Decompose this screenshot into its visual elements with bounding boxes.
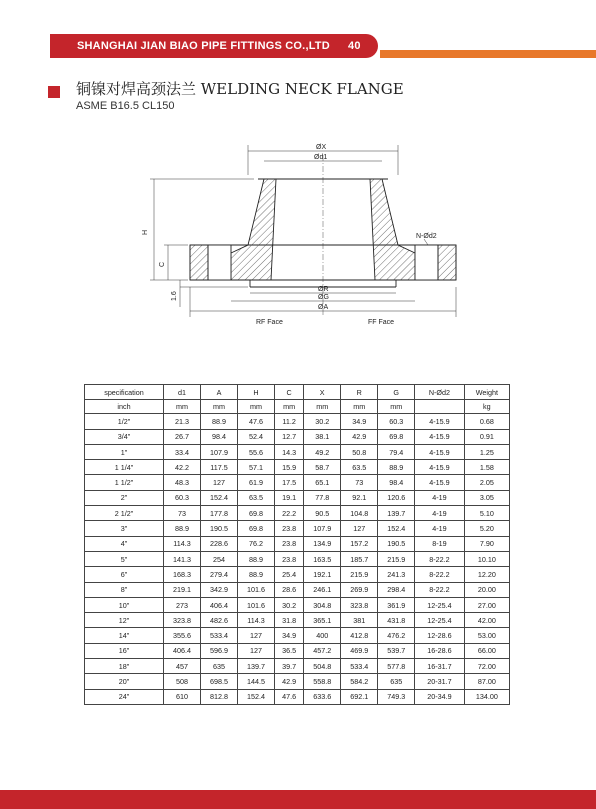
table-cell: 25.4 <box>275 567 304 582</box>
table-cell: 18" <box>85 659 164 674</box>
table-cell: 42.9 <box>275 674 304 689</box>
table-cell: 304.8 <box>304 597 341 612</box>
table-cell: 30.2 <box>304 414 341 429</box>
table-cell: 20.00 <box>464 582 509 597</box>
table-cell: 12" <box>85 613 164 628</box>
table-cell: 457.2 <box>304 643 341 658</box>
table-cell: 298.4 <box>378 582 415 597</box>
table-cell: 23.8 <box>275 536 304 551</box>
table-cell: 127 <box>238 643 275 658</box>
table-cell: 114.3 <box>238 613 275 628</box>
table-cell: 66.00 <box>464 643 509 658</box>
table-cell: 12.20 <box>464 567 509 582</box>
label-ff-face: FF Face <box>368 319 395 326</box>
left-bolt-hole <box>208 245 231 280</box>
table-row <box>85 475 510 490</box>
table-cell: 241.3 <box>378 567 415 582</box>
table-cell: 8-22.2 <box>415 582 464 597</box>
table-cell: 749.3 <box>378 689 415 704</box>
table-header-row <box>85 385 510 400</box>
table-cell: 469.9 <box>341 643 378 658</box>
table-cell: 11.2 <box>275 414 304 429</box>
label-nd2: N-Ød2 <box>416 233 437 240</box>
table-cell: 365.1 <box>304 613 341 628</box>
table-cell: 4-19 <box>415 490 464 505</box>
table-cell: 1.25 <box>464 444 509 459</box>
table-cell: 144.5 <box>238 674 275 689</box>
table-cell: 49.2 <box>304 444 341 459</box>
column-header: Weight <box>464 385 509 400</box>
table-cell: 8-22.2 <box>415 551 464 566</box>
table-cell: 4" <box>85 536 164 551</box>
table-cell: 406.4 <box>201 597 238 612</box>
table-cell: 269.9 <box>341 582 378 597</box>
spec-table <box>84 384 510 705</box>
table-cell: 2.05 <box>464 475 509 490</box>
table-cell: 69.8 <box>238 506 275 521</box>
table-cell: 323.8 <box>341 597 378 612</box>
table-cell: 163.5 <box>304 551 341 566</box>
table-cell: 152.4 <box>201 490 238 505</box>
table-cell: 254 <box>201 551 238 566</box>
table-cell: 104.8 <box>341 506 378 521</box>
table-cell: 27.00 <box>464 597 509 612</box>
table-cell: 14.3 <box>275 444 304 459</box>
table-cell: 635 <box>378 674 415 689</box>
table-cell: 476.2 <box>378 628 415 643</box>
column-header: G <box>378 385 415 400</box>
table-cell: 16-31.7 <box>415 659 464 674</box>
table-cell: 34.9 <box>341 414 378 429</box>
column-header: N-Ød2 <box>415 385 464 400</box>
table-cell: 92.1 <box>341 490 378 505</box>
table-row <box>85 613 510 628</box>
table-cell: 58.7 <box>304 460 341 475</box>
table-cell: 812.8 <box>201 689 238 704</box>
table-cell: 98.4 <box>378 475 415 490</box>
table-cell: 3" <box>85 521 164 536</box>
table-cell: 50.8 <box>341 444 378 459</box>
table-cell: 1" <box>85 444 164 459</box>
table-cell: 47.6 <box>275 689 304 704</box>
label-rf-face: RF Face <box>256 319 283 326</box>
table-cell: 42.2 <box>164 460 201 475</box>
table-cell: 273 <box>164 597 201 612</box>
table-cell: 152.4 <box>238 689 275 704</box>
unit-cell: mm <box>341 400 378 414</box>
table-cell: 57.1 <box>238 460 275 475</box>
table-row <box>85 551 510 566</box>
table-row <box>85 429 510 444</box>
table-cell: 23.8 <box>275 521 304 536</box>
table-cell: 134.00 <box>464 689 509 704</box>
table-cell: 4-15.9 <box>415 414 464 429</box>
column-header: H <box>238 385 275 400</box>
table-cell: 139.7 <box>378 506 415 521</box>
table-cell: 4-19 <box>415 521 464 536</box>
table-cell: 215.9 <box>378 551 415 566</box>
label-od1: Ød1 <box>314 154 328 161</box>
label-h: H <box>142 229 149 235</box>
table-cell: 77.8 <box>304 490 341 505</box>
table-cell: 185.7 <box>341 551 378 566</box>
table-cell: 33.4 <box>164 444 201 459</box>
table-cell: 4-15.9 <box>415 429 464 444</box>
table-cell: 16-28.6 <box>415 643 464 658</box>
table-cell: 20" <box>85 674 164 689</box>
table-cell: 246.1 <box>304 582 341 597</box>
table-cell: 4-19 <box>415 506 464 521</box>
table-cell: 88.9 <box>238 551 275 566</box>
unit-cell: mm <box>378 400 415 414</box>
table-cell: 635 <box>201 659 238 674</box>
table-cell: 88.9 <box>378 460 415 475</box>
right-bolt-hole <box>415 245 438 280</box>
table-cell: 90.5 <box>304 506 341 521</box>
table-cell: 22.2 <box>275 506 304 521</box>
table-row <box>85 689 510 704</box>
table-cell: 127 <box>238 628 275 643</box>
table-cell: 1/2" <box>85 414 164 429</box>
table-row <box>85 521 510 536</box>
table-cell: 61.9 <box>238 475 275 490</box>
table-cell: 21.3 <box>164 414 201 429</box>
table-cell: 39.7 <box>275 659 304 674</box>
label-og: ØG <box>318 294 329 301</box>
table-cell: 26.7 <box>164 429 201 444</box>
table-cell: 101.6 <box>238 597 275 612</box>
table-cell: 342.9 <box>201 582 238 597</box>
header-banner <box>50 34 378 58</box>
table-cell: 107.9 <box>201 444 238 459</box>
table-cell: 2" <box>85 490 164 505</box>
table-cell: 69.8 <box>238 521 275 536</box>
table-cell: 4-15.9 <box>415 460 464 475</box>
column-header: X <box>304 385 341 400</box>
table-cell: 633.6 <box>304 689 341 704</box>
table-cell: 15.9 <box>275 460 304 475</box>
table-cell: 55.6 <box>238 444 275 459</box>
table-cell: 8-19 <box>415 536 464 551</box>
table-cell: 5.10 <box>464 506 509 521</box>
label-oa: ØA <box>318 304 329 311</box>
table-row <box>85 628 510 643</box>
table-cell: 157.2 <box>341 536 378 551</box>
table-cell: 215.9 <box>341 567 378 582</box>
table-cell: 4-15.9 <box>415 444 464 459</box>
table-cell: 482.6 <box>201 613 238 628</box>
left-flange-face <box>190 245 208 280</box>
table-cell: 2 1/2" <box>85 506 164 521</box>
table-row <box>85 490 510 505</box>
table-cell: 16" <box>85 643 164 658</box>
table-row <box>85 582 510 597</box>
page-subtitle: ASME B16.5 CL150 <box>76 100 175 112</box>
table-cell: 533.4 <box>201 628 238 643</box>
table-cell: 88.9 <box>201 414 238 429</box>
table-cell: 134.9 <box>304 536 341 551</box>
table-cell: 72.00 <box>464 659 509 674</box>
table-cell: 1.58 <box>464 460 509 475</box>
table-cell: 42.9 <box>341 429 378 444</box>
title-bullet <box>48 86 60 98</box>
table-cell: 406.4 <box>164 643 201 658</box>
table-cell: 177.8 <box>201 506 238 521</box>
table-cell: 8-22.2 <box>415 567 464 582</box>
table-cell: 24" <box>85 689 164 704</box>
table-cell: 152.4 <box>378 521 415 536</box>
table-cell: 141.3 <box>164 551 201 566</box>
table-cell: 88.9 <box>238 567 275 582</box>
table-cell: 34.9 <box>275 628 304 643</box>
table-row <box>85 567 510 582</box>
table-cell: 10.10 <box>464 551 509 566</box>
table-cell: 698.5 <box>201 674 238 689</box>
table-cell: 1 1/4" <box>85 460 164 475</box>
table-cell: 279.4 <box>201 567 238 582</box>
table-units-row <box>85 400 510 414</box>
column-header: R <box>341 385 378 400</box>
table-row <box>85 414 510 429</box>
table-cell: 8" <box>85 582 164 597</box>
table-cell: 60.3 <box>378 414 415 429</box>
table-cell: 190.5 <box>201 521 238 536</box>
column-header: A <box>201 385 238 400</box>
label-c: C <box>159 261 166 267</box>
unit-cell: inch <box>85 400 164 414</box>
table-cell: 76.2 <box>238 536 275 551</box>
table-cell: 47.6 <box>238 414 275 429</box>
column-header: d1 <box>164 385 201 400</box>
table-cell: 3.05 <box>464 490 509 505</box>
table-cell: 0.68 <box>464 414 509 429</box>
table-cell: 596.9 <box>201 643 238 658</box>
table-cell: 3/4" <box>85 429 164 444</box>
table-cell: 323.8 <box>164 613 201 628</box>
table-cell: 63.5 <box>238 490 275 505</box>
table-cell: 4-15.9 <box>415 475 464 490</box>
table-row <box>85 659 510 674</box>
table-cell: 69.8 <box>378 429 415 444</box>
table-cell: 14" <box>85 628 164 643</box>
table-cell: 355.6 <box>164 628 201 643</box>
flange-drawing <box>128 135 468 335</box>
table-cell: 127 <box>201 475 238 490</box>
table-body <box>85 414 510 705</box>
page-number: 40 <box>348 40 361 52</box>
dimension-lines <box>150 145 456 317</box>
table-cell: 60.3 <box>164 490 201 505</box>
table-cell: 5" <box>85 551 164 566</box>
table-cell: 558.8 <box>304 674 341 689</box>
table-row <box>85 643 510 658</box>
unit-cell: kg <box>464 400 509 414</box>
table-cell: 584.2 <box>341 674 378 689</box>
table-cell: 192.1 <box>304 567 341 582</box>
table-row <box>85 674 510 689</box>
table-cell: 610 <box>164 689 201 704</box>
table-cell: 692.1 <box>341 689 378 704</box>
right-flange-face <box>438 245 456 280</box>
table-cell: 53.00 <box>464 628 509 643</box>
table-cell: 361.9 <box>378 597 415 612</box>
table-cell: 190.5 <box>378 536 415 551</box>
table-cell: 504.8 <box>304 659 341 674</box>
table-cell: 228.6 <box>201 536 238 551</box>
table-cell: 7.90 <box>464 536 509 551</box>
table-row <box>85 460 510 475</box>
label-ox: ØX <box>316 144 327 151</box>
label-or: ØR <box>318 286 329 293</box>
unit-cell: mm <box>304 400 341 414</box>
table-cell: 19.1 <box>275 490 304 505</box>
table-cell: 114.3 <box>164 536 201 551</box>
table-cell: 6" <box>85 567 164 582</box>
table-cell: 30.2 <box>275 597 304 612</box>
table-cell: 107.9 <box>304 521 341 536</box>
table-cell: 539.7 <box>378 643 415 658</box>
table-cell: 1 1/2" <box>85 475 164 490</box>
unit-cell: mm <box>238 400 275 414</box>
label-raised-face: 1.6 <box>171 291 178 301</box>
table-cell: 28.6 <box>275 582 304 597</box>
table-cell: 20-34.9 <box>415 689 464 704</box>
table-cell: 23.8 <box>275 551 304 566</box>
table-cell: 52.4 <box>238 429 275 444</box>
table-cell: 31.8 <box>275 613 304 628</box>
table-cell: 98.4 <box>201 429 238 444</box>
table-cell: 88.9 <box>164 521 201 536</box>
table-cell: 5.20 <box>464 521 509 536</box>
table-row <box>85 506 510 521</box>
table-cell: 12-25.4 <box>415 613 464 628</box>
table-cell: 20-31.7 <box>415 674 464 689</box>
table-cell: 431.8 <box>378 613 415 628</box>
table-cell: 48.3 <box>164 475 201 490</box>
unit-cell: mm <box>275 400 304 414</box>
table-cell: 117.5 <box>201 460 238 475</box>
unit-cell: mm <box>164 400 201 414</box>
table-row <box>85 444 510 459</box>
table-cell: 12-25.4 <box>415 597 464 612</box>
table-cell: 12.7 <box>275 429 304 444</box>
table-cell: 73 <box>341 475 378 490</box>
table-cell: 457 <box>164 659 201 674</box>
table-cell: 73 <box>164 506 201 521</box>
table-cell: 101.6 <box>238 582 275 597</box>
table-cell: 139.7 <box>238 659 275 674</box>
column-header: specification <box>85 385 164 400</box>
table-cell: 63.5 <box>341 460 378 475</box>
table-cell: 87.00 <box>464 674 509 689</box>
table-cell: 400 <box>304 628 341 643</box>
table-row <box>85 536 510 551</box>
unit-cell <box>415 400 464 414</box>
table-cell: 79.4 <box>378 444 415 459</box>
table-cell: 10" <box>85 597 164 612</box>
right-hub-section <box>370 179 415 280</box>
table-cell: 38.1 <box>304 429 341 444</box>
footer-bar <box>0 790 596 809</box>
table-cell: 127 <box>341 521 378 536</box>
table-cell: 120.6 <box>378 490 415 505</box>
table-cell: 577.8 <box>378 659 415 674</box>
table-cell: 508 <box>164 674 201 689</box>
table-row <box>85 597 510 612</box>
unit-cell: mm <box>201 400 238 414</box>
company-name: SHANGHAI JIAN BIAO PIPE FITTINGS CO.,LTD <box>77 40 330 52</box>
table-cell: 17.5 <box>275 475 304 490</box>
page-title: 铜镍对焊高颈法兰 WELDING NECK FLANGE <box>76 80 404 98</box>
table-cell: 42.00 <box>464 613 509 628</box>
table-cell: 12-28.6 <box>415 628 464 643</box>
table-cell: 65.1 <box>304 475 341 490</box>
table-cell: 219.1 <box>164 582 201 597</box>
column-header: C <box>275 385 304 400</box>
table-cell: 36.5 <box>275 643 304 658</box>
table-cell: 168.3 <box>164 567 201 582</box>
table-cell: 412.8 <box>341 628 378 643</box>
left-hub-section <box>231 179 276 280</box>
table-cell: 0.91 <box>464 429 509 444</box>
table-cell: 381 <box>341 613 378 628</box>
header-accent-stripe <box>380 50 596 58</box>
table-cell: 533.4 <box>341 659 378 674</box>
